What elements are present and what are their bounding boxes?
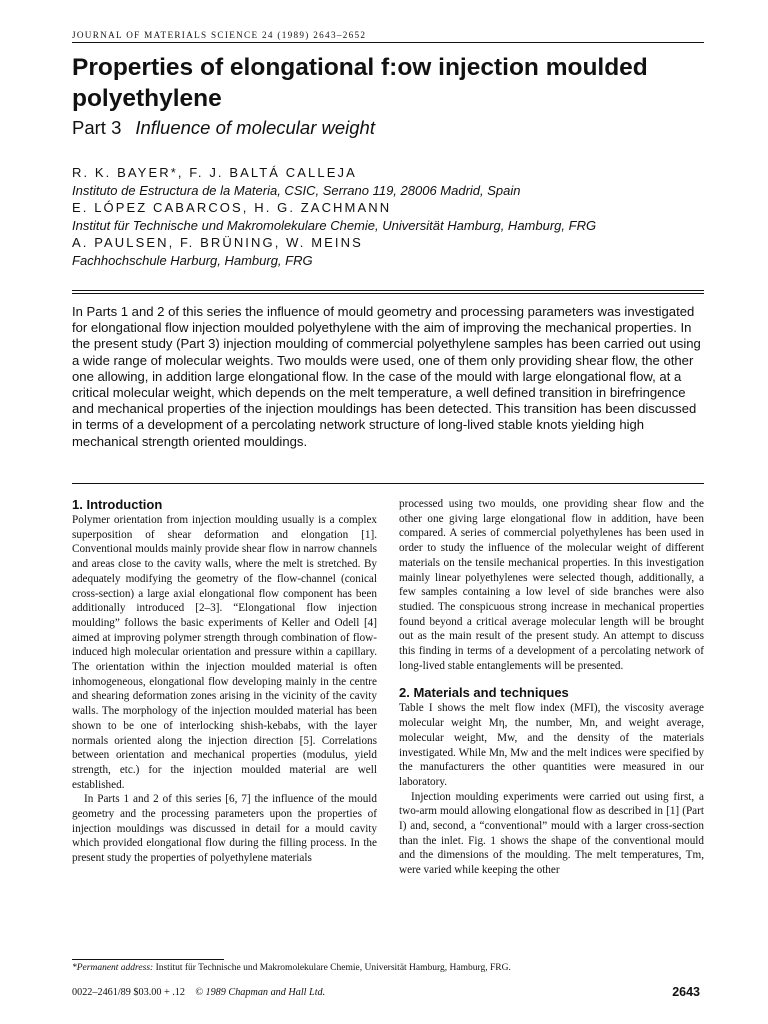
- footnote-divider: [72, 959, 224, 960]
- footer-code: [72, 987, 325, 998]
- author-names-1: R. K. BAYER*, F. J. BALTÁ CALLEJA: [72, 165, 357, 180]
- author-names-2: E. LÓPEZ CABARCOS, H. G. ZACHMANN: [72, 200, 392, 215]
- journal-header-line: JOURNAL OF MATERIALS SCIENCE 24 (1989) 2643–2652: [72, 30, 704, 43]
- author-names-3: A. PAULSEN, F. BRÜNING, W. MEINS: [72, 235, 363, 250]
- author-block: [72, 164, 702, 269]
- footnote-text: Institut für Technische und Makromolekulare Chemie, Universität Hamburg, Hamburg, FRG.: [153, 963, 511, 973]
- column-left: [72, 497, 377, 866]
- divider-abstract: [72, 483, 704, 484]
- part-label: Part 3: [72, 117, 122, 138]
- article-subtitle: [72, 117, 375, 139]
- part-title: Influence of molecular weight: [135, 117, 375, 138]
- copyright: © 1989 Chapman and Hall Ltd.: [195, 987, 326, 998]
- paragraph: In Parts 1 and 2 of this series [6, 7] the influence of the mould geometry and the processing parameters upon the properties of injection mouldings was discussed in detail for a mould cavity which provided elongational flow during the filling process. In the present study the properties of polyethylene materials: [72, 793, 377, 865]
- footnote: [72, 963, 704, 973]
- paragraph: Table I shows the melt flow index (MFI), the viscosity average molecular weight Mη, the number, Mn, and weight average, molecular weight, Mw, and the density of the materials investigated. While Mn, Mw and the melt indices were specified by the manufacturers the other quantities were measured in our laboratory.: [399, 702, 704, 788]
- paragraph: Injection moulding experiments were carried out using first, a two-arm mould allowing elongational flow as described in [1] (Part I) and, second, a “conventional” mould with a larger cross-section than the inlet. Fig. 1 shows the shape of the conventional mould and the dimensions of the moulding. The melt temperatures, Tm, were varied while keeping the other: [399, 790, 704, 877]
- section-heading-materials: 2. Materials and techniques: [399, 685, 569, 701]
- affiliation-1: Instituto de Estructura de la Materia, CSIC, Serrano 119, 28006 Madrid, Spain: [72, 182, 521, 198]
- article-title: Properties of elongational f:ow injection moulded polyethylene: [72, 54, 648, 112]
- section-heading-introduction: 1. Introduction: [72, 497, 163, 512]
- column-right: [399, 497, 704, 878]
- paragraph: Polymer orientation from injection moulding usually is a complex superposition of shear deformation and elongation [1]. Conventional moulds mainly provide shear flow in narrow channels and areas close to the cavity walls, where the melt is stretched. By adequately modifying the geometry of the flow-channel (conical cross-section) a large axial elongational flow component has been additionally introduced [2–3]. “Elongational flow injection moulding” follows the basic experiments of Keller and Odell [4] aimed at improving polymer strength through combination of flow-induced high molecular orientation and pressure within a capillary. The orientation within the injection moulded material is often inhomogeneous, elongational flow developing mainly in the centre and shearing deformation zones arising in the vicinity of the cavity walls. The morphology of the injection moulded material has been shown to be one of interlocking shish-kebabs, with the layer normals oriented along the injection direction [5]. Correlations between orientation and mechanical properties (modulus, yield strength, etc.) for the injection moulded material are well established.: [72, 514, 377, 791]
- abstract: In Parts 1 and 2 of this series the influence of mould geometry and processing parameters was investigated for elongational flow injection moulded polyethylene with the aim of improving the mechanical properties. In the present study (Part 3) injection moulding of commercial polyethylene samples has been carried out using a wide range of molecular weights. Two moulds were used, one of them only providing shear flow, the other one allowing, in addition large elongational flow. In the case of the mould with large elongational flow, at a critical molecular weight, which depends on the melt temperature, a well defined transition in birefringence and mechanical properties of the injection mouldings has been detected. This transition has been discussed in terms of a development of a percolating network structure of long-lived stable knots yielding high mechanical strength oriented mouldings.: [72, 304, 701, 449]
- affiliation-3: Fachhochschule Harburg, Hamburg, FRG: [72, 252, 313, 268]
- issn-price: 0022–2461/89 $03.00 + .12: [72, 987, 185, 998]
- footnote-label: *Permanent address:: [72, 963, 154, 973]
- divider-top-second: [72, 293, 704, 294]
- page-number: 2643: [672, 985, 700, 999]
- divider-top: [72, 290, 704, 291]
- paragraph: processed using two moulds, one providing shear flow and the other one giving large elongational flow in addition, have been compared. A series of commercial polyethylenes has been used in order to study the influence of the molecular weight of different materials on the tensile mechanical properties. In this investigation mainly linear polyethylenes were selected though, additionally, a few samples containing a low level of side branches were also studied. The conspicuous strong increase in mechanical properties found beyond a critical average molecular length will be brought out as the main result of the present study. An attempt to discuss this finding in terms of a development of a percolating network of long-lived stable entanglements will be presented.: [399, 498, 704, 672]
- affiliation-2: Institut für Technische und Makromolekulare Chemie, Universität Hamburg, Hamburg, FRG: [72, 217, 597, 233]
